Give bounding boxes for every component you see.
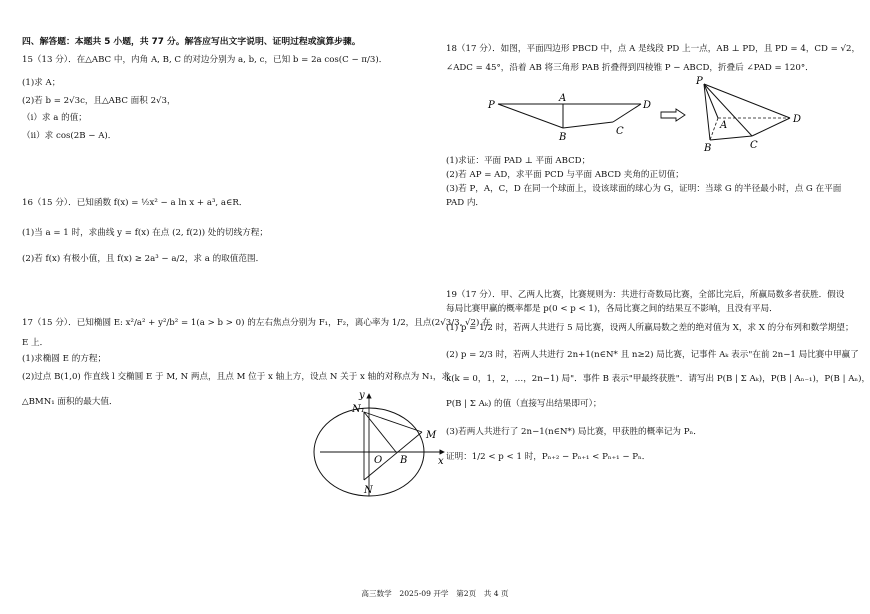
edge-ab	[710, 118, 718, 140]
q16-part1: (1)当 a = 1 时，求曲线 y = f(x) 在点 (2, f(2)) 处的切线方程；	[22, 228, 268, 238]
pyramid-figure	[690, 74, 810, 158]
label-p: P	[488, 100, 495, 111]
segment-n1-m	[364, 412, 422, 432]
label-n: N	[364, 485, 373, 496]
q18-stem-line2: ∠ADC = 45°，沿着 AB 将三角形 PAB 折叠得到四棱锥 P − ABCD，折叠后 ∠PAD = 120°．	[446, 63, 814, 73]
q17-part2-line1: (2)过点 B(1,0) 作直线 l 交椭圆 E 于 M, N 两点，且点 M 位于 x 轴上方，设点 N 关于 x 轴的对称点为 N₁，求	[22, 372, 451, 382]
q15-part1: (1)求 A；	[22, 78, 61, 88]
label-d: D	[643, 100, 652, 111]
q17-part1: (1)求椭圆 E 的方程；	[22, 354, 107, 364]
label-x: x	[438, 456, 444, 467]
q19-part1: (1) p = 1/2 时，若两人共进行 5 局比赛，设两人所赢局数之差的绝对值为 X，求 X 的分布列和数学期望；	[446, 323, 854, 333]
label-c: C	[750, 140, 758, 151]
q15-part2-ii: （ii）求 cos(2B − A)．	[22, 131, 117, 141]
label-a: A	[720, 120, 728, 131]
section-heading: 四、解答题：本题共 5 小题，共 77 分。解答应写出文字说明、证明过程或演算步骤。	[22, 37, 361, 47]
fold-arrow-icon	[660, 108, 686, 126]
page-footer: 高三数学 2025-09 开学 第2页 共 4 页	[361, 589, 509, 598]
label-b: B	[400, 455, 408, 466]
q18-stem-line1: 18（17 分）．如图，平面四边形 PBCD 中，点 A 是线段 PD 上一点，AB ⊥ PD，且 PD = 4，CD = √2，	[446, 44, 861, 54]
q18-part3-line2: PAD 内．	[446, 198, 485, 208]
q19-part2-line3: P(B | Σ Aₖ) 的值（直接写出结果即可）；	[446, 399, 602, 409]
line-l	[364, 432, 422, 480]
label-d: D	[793, 114, 802, 125]
q17-stem-line2: E 上．	[22, 338, 49, 348]
q18-part3-line1: (3)若 P，A，C，D 在同一个球面上，设该球面的球心为 G，证明：当球 G 的半径最小时，点 G 在平面	[446, 184, 842, 194]
label-a: A	[559, 93, 567, 104]
label-n1: N₁	[352, 404, 365, 415]
q19-part3: (3)若两人共进行了 2n−1(n∈N*) 局比赛，甲获胜的概率记为 Pₙ．	[446, 427, 702, 437]
q17-part2-line2: △BMN₁ 面积的最大值．	[22, 397, 118, 407]
segment-bc	[563, 122, 613, 128]
q18-part2: (2)若 AP = AD，求平面 PCD 与平面 ABCD 夹角的正切值；	[446, 170, 684, 180]
q19-part2-line1: (2) p = 2/3 时，若两人共进行 2n+1(n∈N* 且 n≥2) 局比赛，记事件 Aₖ 表示"在前 2n−1 局比赛中甲赢了	[446, 350, 859, 360]
edge-cd	[752, 118, 790, 136]
edge-pc	[704, 84, 752, 136]
label-m: M	[426, 430, 437, 441]
label-b: B	[704, 143, 712, 154]
q15-stem: 15（13 分）．在△ABC 中，内角 A, B, C 的对边分别为 a, b, c，已知 b = 2a cos(C − π/3)．	[22, 55, 388, 65]
q17-stem-line1: 17（15 分）．已知椭圆 E: x²/a² + y²/b² = 1(a > b > 0) 的左右焦点分别为 F₁，F₂，离心率为 1/2，且点(2√3/3, √2) 在	[22, 318, 491, 328]
label-p: P	[696, 76, 703, 87]
segment-pb	[498, 104, 563, 128]
label-c: C	[616, 126, 624, 137]
q15-part2: (2)若 b = 2√3c，且△ABC 面积 2√3，	[22, 96, 176, 106]
label-o: O	[374, 455, 383, 466]
quadrilateral-figure	[486, 84, 661, 152]
q16-part2: (2)若 f(x) 有极小值，且 f(x) ≥ 2a³ − a/2，求 a 的取值范围．	[22, 254, 265, 264]
label-y: y	[359, 390, 365, 401]
label-b: B	[559, 132, 567, 143]
q19-stem-line1: 19（17 分）．甲、乙两人比赛，比赛规则为：共进行奇数局比赛，全部比完后，所赢局数多者获胜．假设	[446, 290, 845, 300]
q19-stem-line2: 每局比赛甲赢的概率都是 p(0 < p < 1)，各局比赛之间的结果互不影响，且没有平局．	[446, 304, 778, 314]
q19-part2-line2: k(k = 0，1，2，…，2n−1) 局"．事件 B 表示"甲最终获胜"．请写出 P(B | Σ Aₖ)，P(B | Aₙ₋₁)，P(B | Aₙ)，	[446, 374, 870, 384]
q18-part1: (1)求证：平面 PAD ⊥ 平面 ABCD；	[446, 156, 591, 166]
edge-bc	[710, 136, 752, 140]
ellipse-figure	[312, 388, 452, 502]
segment-cd	[613, 104, 641, 122]
q19-proof: 证明：1/2 < p < 1 时，Pₙ₊₂ − Pₙ₊₁ < Pₙ₊₁ − Pₙ．	[446, 452, 651, 462]
q16-stem: 16（15 分）．已知函数 f(x) = ½x² − a ln x + a³, a∈R．	[22, 198, 248, 208]
q15-part2-i: （i）求 a 的值；	[22, 113, 87, 123]
edge-pd	[704, 84, 790, 118]
